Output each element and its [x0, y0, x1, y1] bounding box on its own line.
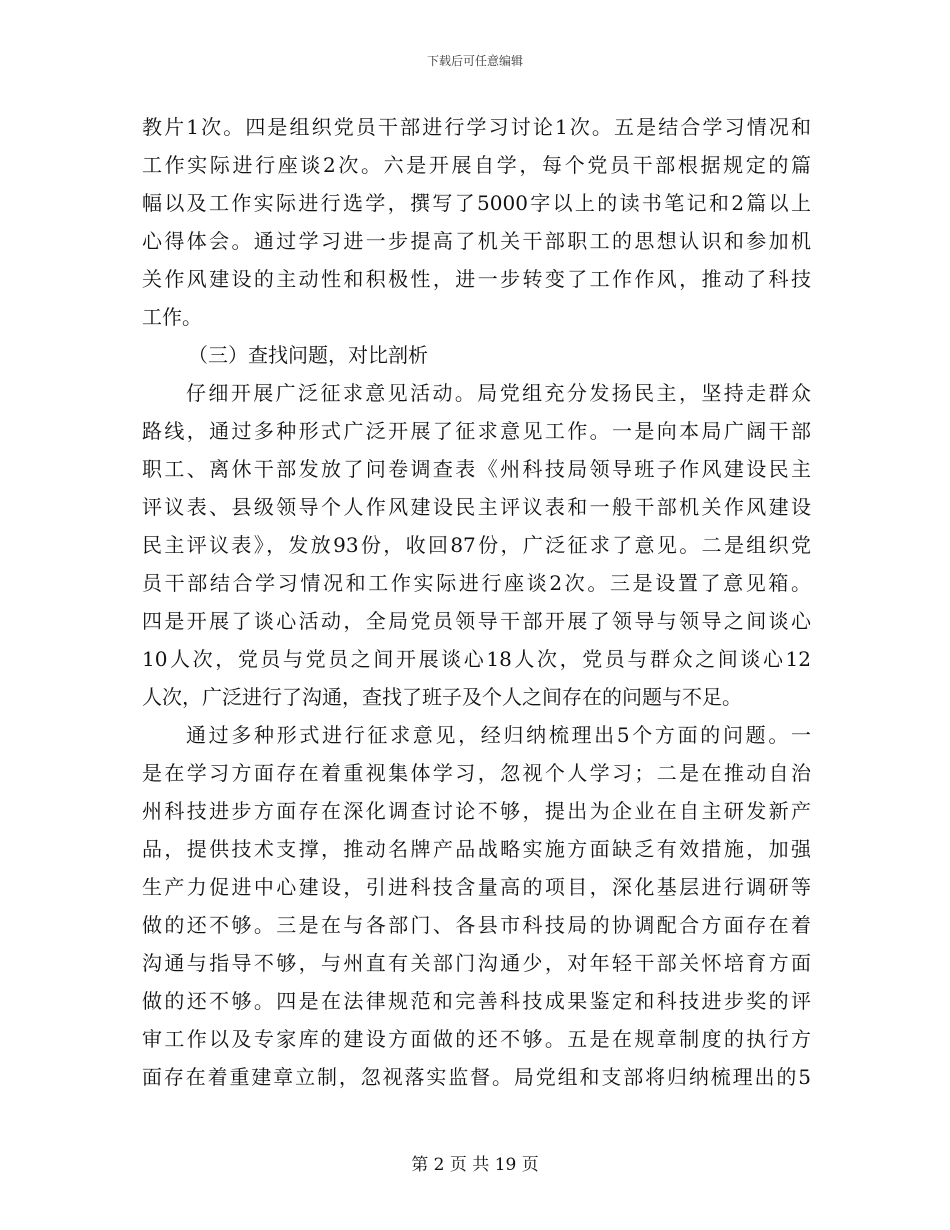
- body-line: 教片1次。四是组织党员干部进行学习讨论1次。五是结合学习情况和: [142, 115, 811, 139]
- body-line: 四是开展了谈心活动，全局党员领导干部开展了领导与领导之间谈心: [142, 609, 811, 633]
- body-line: 工作实际进行座谈2次。六是开展自学，每个党员干部根据规定的篇: [142, 153, 811, 177]
- document-body: [142, 108, 811, 1096]
- page-number-footer: 第 2 页 共 19 页: [411, 1155, 539, 1175]
- body-line: 路线，通过多种形式广泛开展了征求意见工作。一是向本局广阔干部: [142, 419, 811, 443]
- body-line: 面存在着重建章立制，忽视落实监督。局党组和支部将归纳梳理出的5: [142, 1065, 811, 1089]
- body-line: 关作风建设的主动性和积极性，进一步转变了工作作风，推动了科技: [142, 267, 811, 291]
- body-line: 生产力促进中心建设，引进科技含量高的项目，深化基层进行调研等: [142, 875, 811, 899]
- body-line: 做的还不够。四是在法律规范和完善科技成果鉴定和科技进步奖的评: [142, 989, 811, 1013]
- paragraph-first-line: 通过多种形式进行征求意见，经归纳梳理出5个方面的问题。一: [186, 723, 811, 747]
- body-line: 心得体会。通过学习进一步提高了机关干部职工的思想认识和参加机: [142, 229, 811, 253]
- body-line: 评议表、县级领导个人作风建设民主评议表和一般干部机关作风建设: [142, 495, 811, 519]
- page-header: 下载后可任意编辑: [426, 54, 523, 68]
- body-line: 幅以及工作实际进行选学，撰写了5000字以上的读书笔记和2篇以上: [142, 191, 811, 215]
- paragraph-first-line: 仔细开展广泛征求意见活动。局党组充分发扬民主，坚持走群众: [186, 381, 811, 405]
- body-line: 品，提供技术支撑，推动名牌产品战略实施方面缺乏有效措施，加强: [142, 837, 811, 861]
- body-line: 人次，广泛进行了沟通，查找了班子及个人之间存在的问题与不足。: [142, 685, 742, 709]
- section-heading: （三）查找问题，对比剖析: [188, 343, 428, 367]
- body-line: 10人次，党员与党员之间开展谈心18人次，党员与群众之间谈心12: [142, 647, 811, 671]
- body-line: 员干部结合学习情况和工作实际进行座谈2次。三是设置了意见箱。: [142, 571, 811, 595]
- body-line: 州科技进步方面存在深化调查讨论不够，提出为企业在自主研发新产: [142, 799, 811, 823]
- body-line: 是在学习方面存在着重视集体学习，忽视个人学习；二是在推动自治: [142, 761, 811, 785]
- body-line: 做的还不够。三是在与各部门、各县市科技局的协调配合方面存在着: [142, 913, 811, 937]
- body-line: 工作。: [142, 305, 202, 329]
- body-line: 沟通与指导不够，与州直有关部门沟通少，对年轻干部关怀培育方面: [142, 951, 811, 975]
- body-line: 职工、离休干部发放了问卷调查表《州科技局领导班子作风建设民主: [142, 457, 811, 481]
- body-line: 民主评议表》，发放93份，收回87份，广泛征求了意见。二是组织党: [142, 533, 811, 557]
- body-line: 审工作以及专家库的建设方面做的还不够。五是在规章制度的执行方: [142, 1027, 811, 1051]
